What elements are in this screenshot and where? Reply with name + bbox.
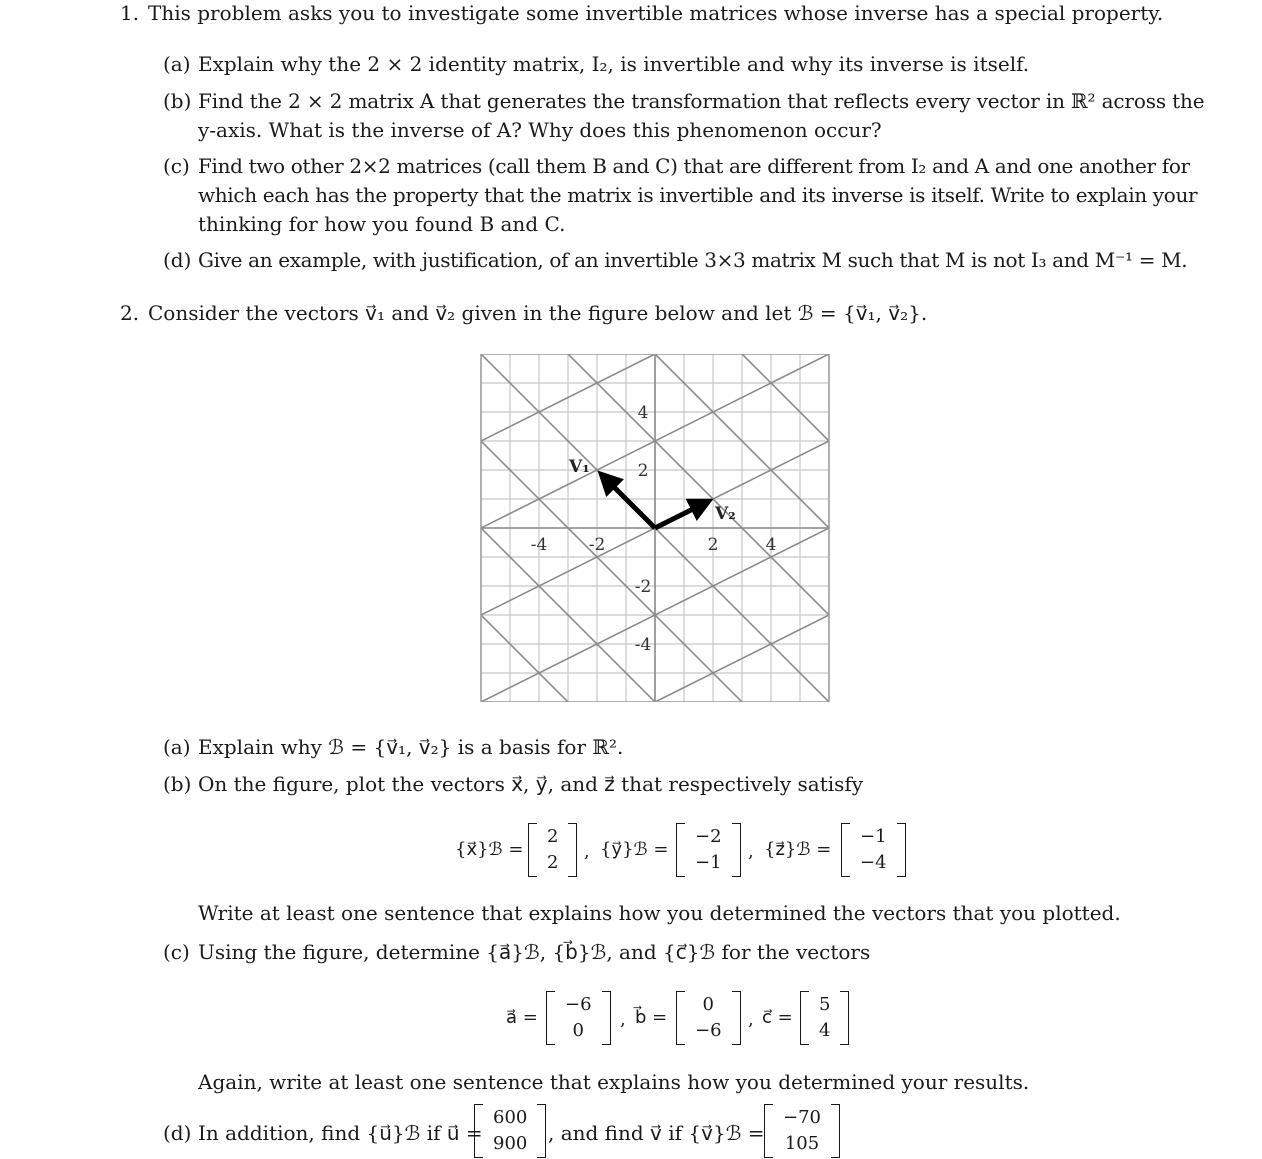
y-coord-1: −2 <box>695 826 722 847</box>
p1-b-line1: Find the 2 × 2 matrix A that generates the transformation that reflects every vector in ℝ² across the <box>198 89 1205 113</box>
z-coord-1: −1 <box>860 826 887 847</box>
problem-2-intro: Consider the vectors v⃗₁ and v⃗₂ given in the figure below and let ℬ = {v⃗₁, v⃗₂}. <box>148 301 928 325</box>
sep-1: , <box>584 841 590 862</box>
p2-c-after: Again, write at least one sentence that explains how you determined your results. <box>198 1070 1030 1094</box>
p1-b-line2: y-axis. What is the inverse of A? Why does this phenomenon occur? <box>198 118 882 142</box>
a-vector <box>546 991 611 1045</box>
b-comp-1: 0 <box>702 994 714 1015</box>
y-coord-vector <box>676 823 741 877</box>
a-comp-1: −6 <box>565 994 592 1015</box>
vector-v1 <box>601 474 655 528</box>
y-tick-label: -2 <box>634 577 652 597</box>
y-tick-label: -4 <box>634 635 652 655</box>
p1-c-line2: which each has the property that the matrix is invertible and its inverse is itself. Write to explain your <box>198 183 1198 207</box>
v1-label: V₁ <box>569 457 590 477</box>
p2-b-tag: (b) <box>163 772 192 796</box>
x-tick-label: 4 <box>765 535 777 555</box>
a-comp-2: 0 <box>572 1020 584 1041</box>
p2-c-text: Using the figure, determine {a⃗}ℬ, {b⃗}ℬ, and {c⃗}ℬ for the vectors <box>198 940 871 964</box>
vector-v2 <box>655 501 709 528</box>
p1-d-tag: (d) <box>163 248 192 272</box>
basis-grid-figure <box>480 354 830 702</box>
x-tick-label: -4 <box>530 535 548 555</box>
p2-c-tag: (c) <box>163 940 190 964</box>
p1-c-line3: thinking for how you found B and C. <box>198 212 566 236</box>
v-comp-1: −70 <box>783 1107 821 1128</box>
x-coord-label: {x⃗}ℬ = <box>455 839 524 860</box>
p1-c-line1: Find two other 2×2 matrices (call them B and C) that are different from I₂ and A and one another for <box>198 154 1190 178</box>
p1-c-tag: (c) <box>163 154 190 178</box>
c-label: c⃗ = <box>762 1007 793 1028</box>
y-tick-label: 4 <box>637 403 649 423</box>
a-label: a⃗ = <box>506 1007 538 1028</box>
p2-a-text: Explain why ℬ = {v⃗₁, v⃗₂} is a basis for ℝ². <box>198 735 624 759</box>
problem-1-number: 1. <box>120 1 140 25</box>
x-coord-vector <box>528 823 577 877</box>
x-coord-2: 2 <box>547 852 559 873</box>
y-coord-label: {y⃗}ℬ = <box>600 839 669 860</box>
b-comp-2: −6 <box>695 1020 722 1041</box>
p2-d-mid: , and find v⃗ if {v⃗}ℬ = <box>548 1121 765 1145</box>
v-coord-vector <box>764 1104 840 1158</box>
z-coord-2: −4 <box>860 852 887 873</box>
p2-d-tag: (d) <box>163 1121 192 1145</box>
x-tick-label: 2 <box>707 535 719 555</box>
z-coord-label: {z⃗}ℬ = <box>764 839 832 860</box>
y-coord-2: −1 <box>695 852 722 873</box>
u-vector <box>474 1104 546 1158</box>
v-comp-2: 105 <box>784 1133 820 1154</box>
p1-a-tag: (a) <box>163 52 191 76</box>
x-coord-1: 2 <box>547 826 559 847</box>
c-vector <box>800 991 849 1045</box>
p2-b-text: On the figure, plot the vectors x⃗, y⃗, and z⃗ that respectively satisfy <box>198 772 864 796</box>
c-comp-1: 5 <box>819 994 831 1015</box>
sep-2: , <box>748 841 754 862</box>
u-comp-1: 600 <box>493 1107 528 1128</box>
p1-d-text: Give an example, with justification, of an invertible 3×3 matrix M such that M is not I₃ and M⁻¹ = M. <box>198 248 1188 272</box>
problem-2-number: 2. <box>120 301 140 325</box>
sep-3: , <box>620 1009 626 1030</box>
x-tick-label: -2 <box>588 535 606 555</box>
p2-d-pre: In addition, find {u⃗}ℬ if u⃗ = <box>198 1121 483 1145</box>
sep-4: , <box>748 1009 754 1030</box>
b-label: b⃗ = <box>635 1007 668 1028</box>
problem-1-intro: This problem asks you to investigate some invertible matrices whose inverse has a special property. <box>148 1 1164 25</box>
p1-b-tag: (b) <box>163 89 192 113</box>
p2-a-tag: (a) <box>163 735 191 759</box>
b-vector <box>676 991 741 1045</box>
u-comp-2: 900 <box>493 1133 528 1154</box>
z-coord-vector <box>841 823 906 877</box>
v2-label: V₂ <box>715 504 736 524</box>
y-tick-label: 2 <box>637 461 649 481</box>
c-comp-2: 4 <box>819 1020 831 1041</box>
p1-a-text: Explain why the 2 × 2 identity matrix, I₂, is invertible and why its inverse is itself. <box>198 52 1030 76</box>
p2-b-after: Write at least one sentence that explains how you determined the vectors that you plotted. <box>198 901 1121 925</box>
